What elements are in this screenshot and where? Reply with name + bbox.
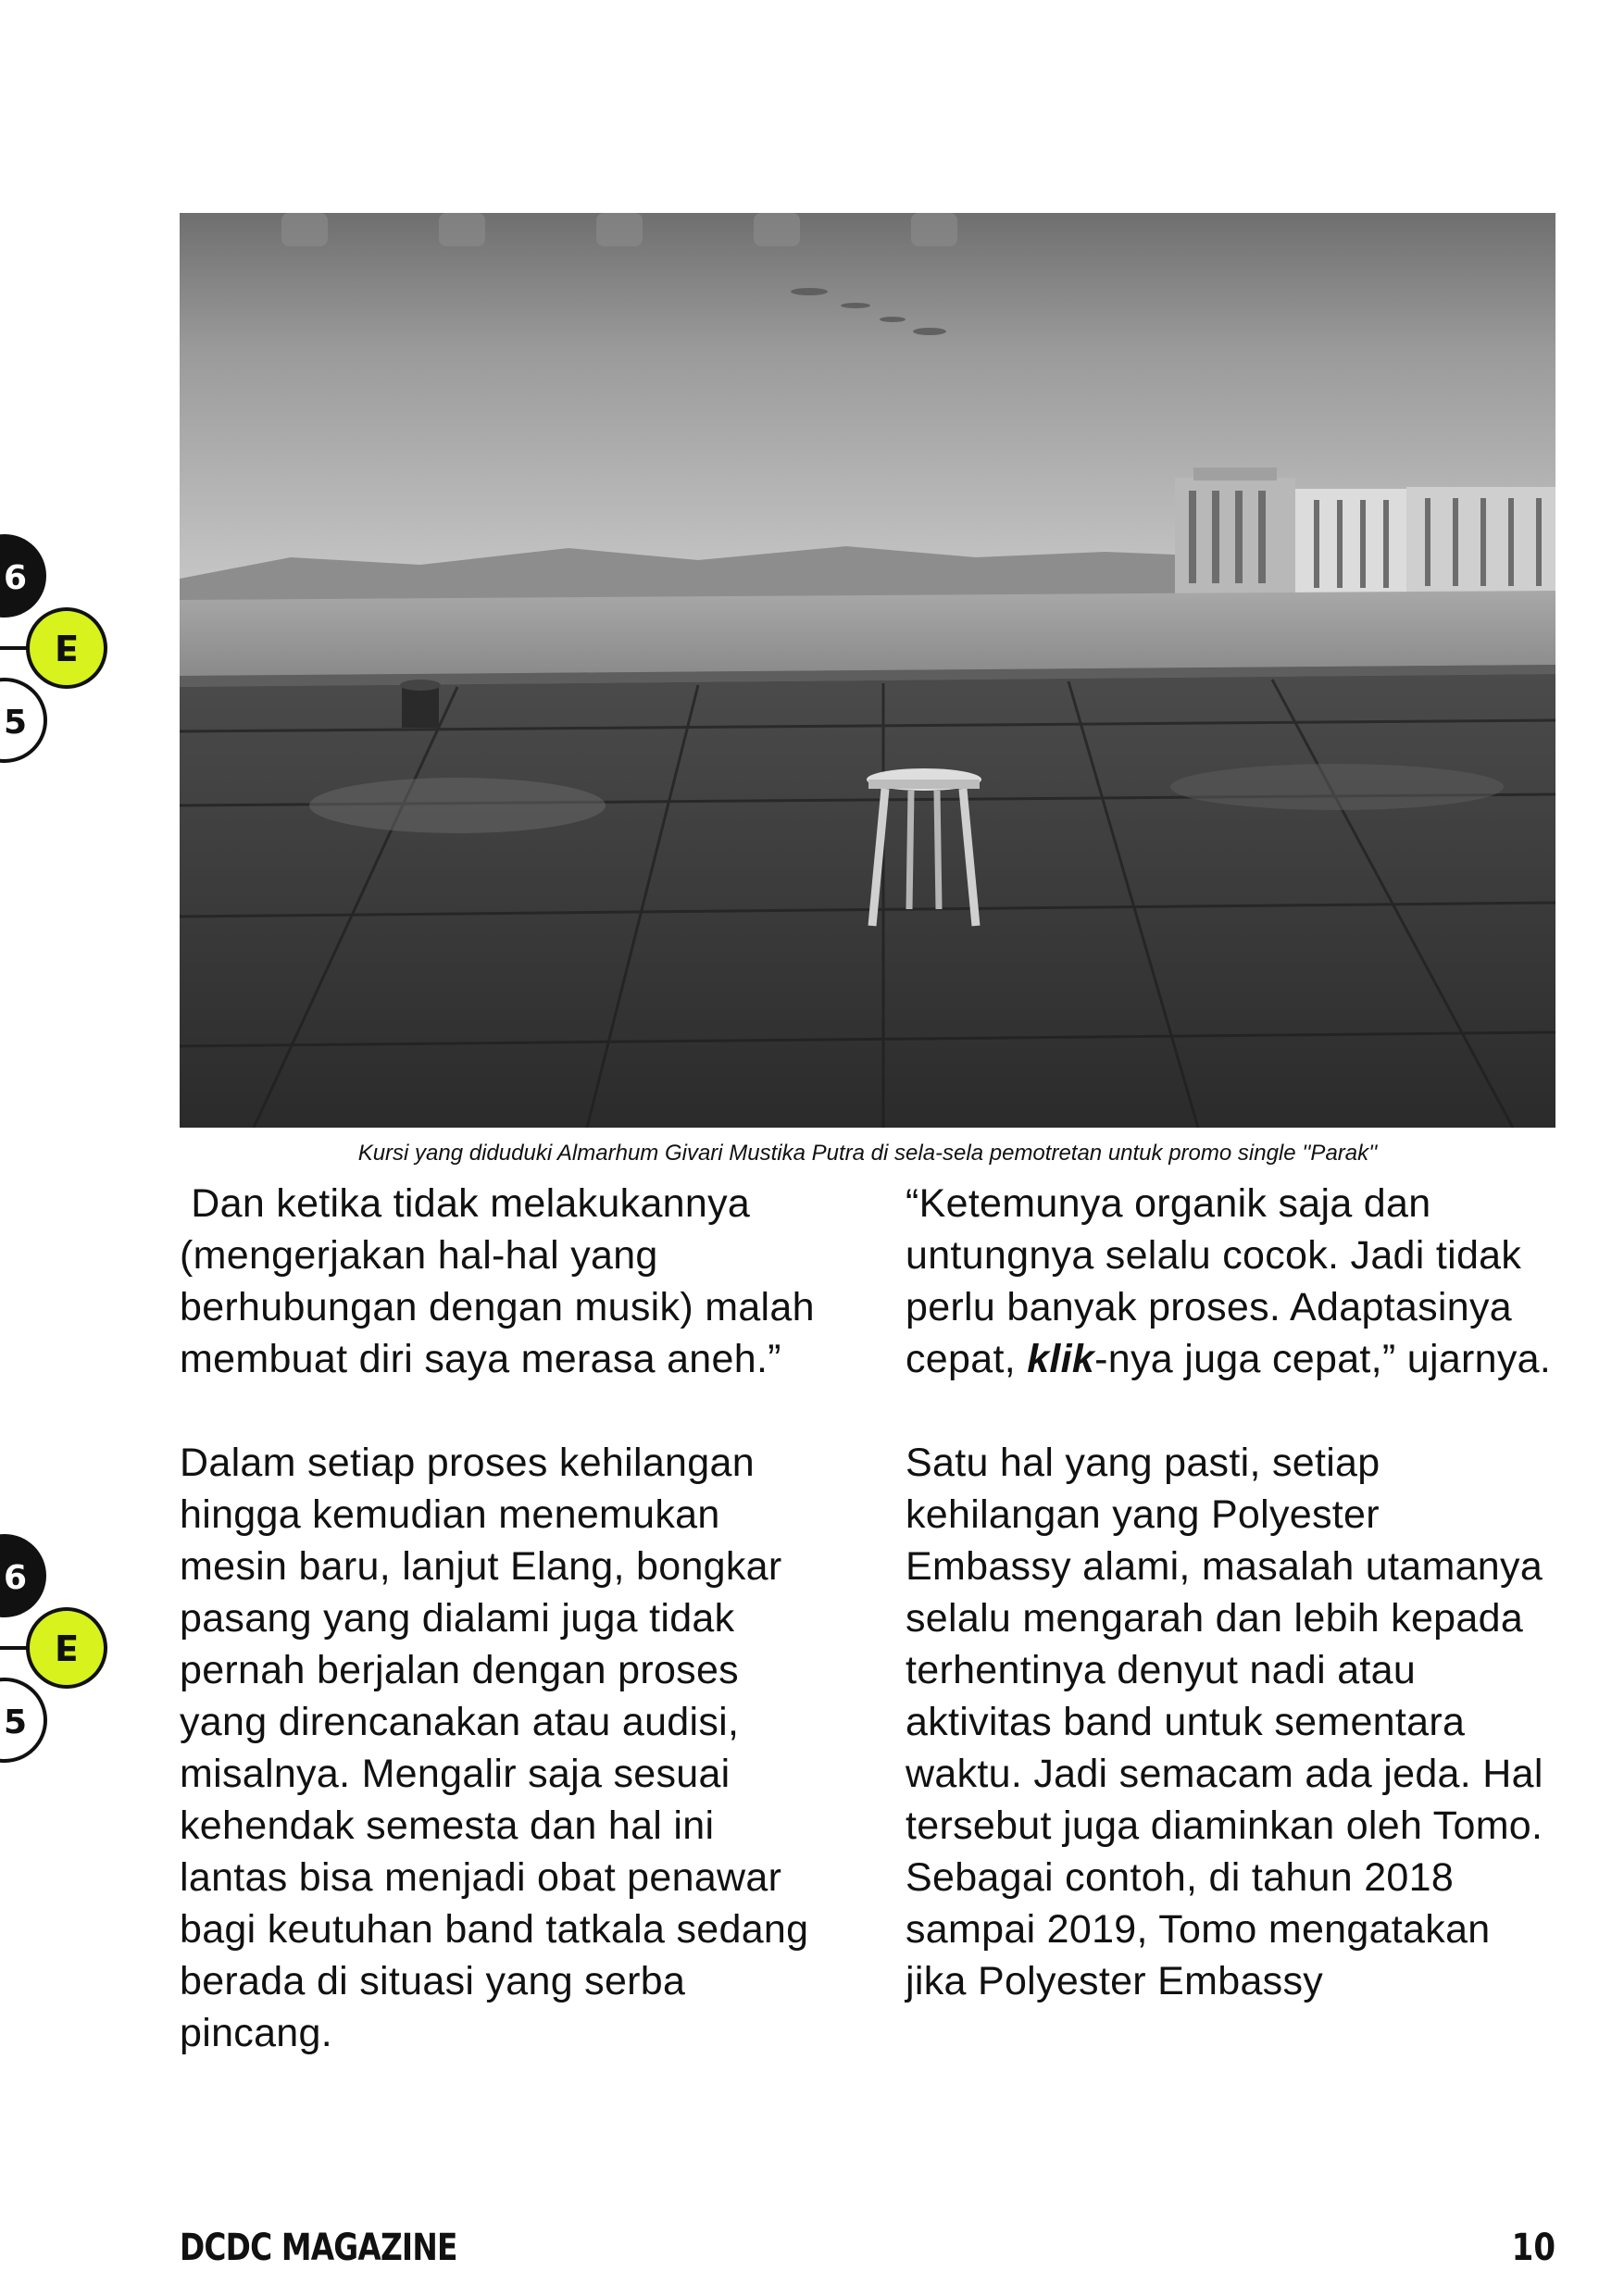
dial-lower-middle-letter: E bbox=[55, 1627, 79, 1667]
dial-upper-middle-letter: E bbox=[55, 627, 79, 668]
side-dial-upper bbox=[0, 528, 120, 778]
rooftop-stool-photo bbox=[180, 213, 1555, 1128]
right-paragraph-2: Satu hal yang pasti, setiap kehilangan yang Polyester Embassy alami, masalah utamanya selalu mengarah dan lebih kepada terhentinya denyut nadi atau aktivitas band untuk sementara waktu. Jadi semacam ada jeda. Hal tersebut juga diaminkan oleh Tomo. Sebagai contoh, di tahun 2018 sampai 2019, Tomo mengatakan jika Polyester Embassy bbox=[906, 1441, 1543, 2003]
right-column bbox=[906, 1178, 1554, 2059]
page-number: 10 bbox=[1511, 2227, 1555, 2269]
right-paragraph-1 bbox=[906, 1178, 1554, 1385]
dial-upper-bottom-number: 5 bbox=[4, 704, 28, 742]
left-paragraph-1: Dan ketika tidak melakukannya (mengerjakan hal-hal yang berhubungan dengan musik) malah membuat diri saya merasa aneh.” bbox=[180, 1181, 827, 1381]
side-dial-lower bbox=[0, 1528, 120, 1778]
dial-lower-bottom-number: 5 bbox=[4, 1703, 28, 1741]
left-column bbox=[180, 1178, 828, 2111]
photo-caption: Kursi yang diduduki Almarhum Givari Mustika Putra di sela-sela pemotretan untuk promo single ''Parak'' bbox=[357, 1141, 1378, 1166]
left-paragraph-2: Dalam setiap proses kehilangan hingga kemudian menemukan mesin baru, lanjut Elang, bongkar pasang yang dialami juga tidak pernah berjalan dengan proses yang direncanakan atau audisi, misalnya. Mengalir saja sesuai kehendak semesta dan hal ini lantas bisa menjadi obat penawar bagi keutuhan band tatkala sedang berada di situasi yang serba pincang. bbox=[180, 1441, 809, 2055]
magazine-name: DCDC MAGAZINE bbox=[180, 2227, 457, 2269]
right-paragraph-1-start: “Ketemunya organik saja dan untungnya selalu cocok. Jadi tidak perlu banyak proses. Adaptasinya cepat, bbox=[906, 1181, 1522, 1381]
right-paragraph-1-end: -nya juga cepat,” ujarnya. bbox=[1094, 1337, 1552, 1381]
dial-lower-top-number: 6 bbox=[4, 1559, 28, 1597]
emphasis-klik: klik bbox=[1027, 1337, 1095, 1381]
dial-upper-top-number: 6 bbox=[4, 559, 28, 597]
